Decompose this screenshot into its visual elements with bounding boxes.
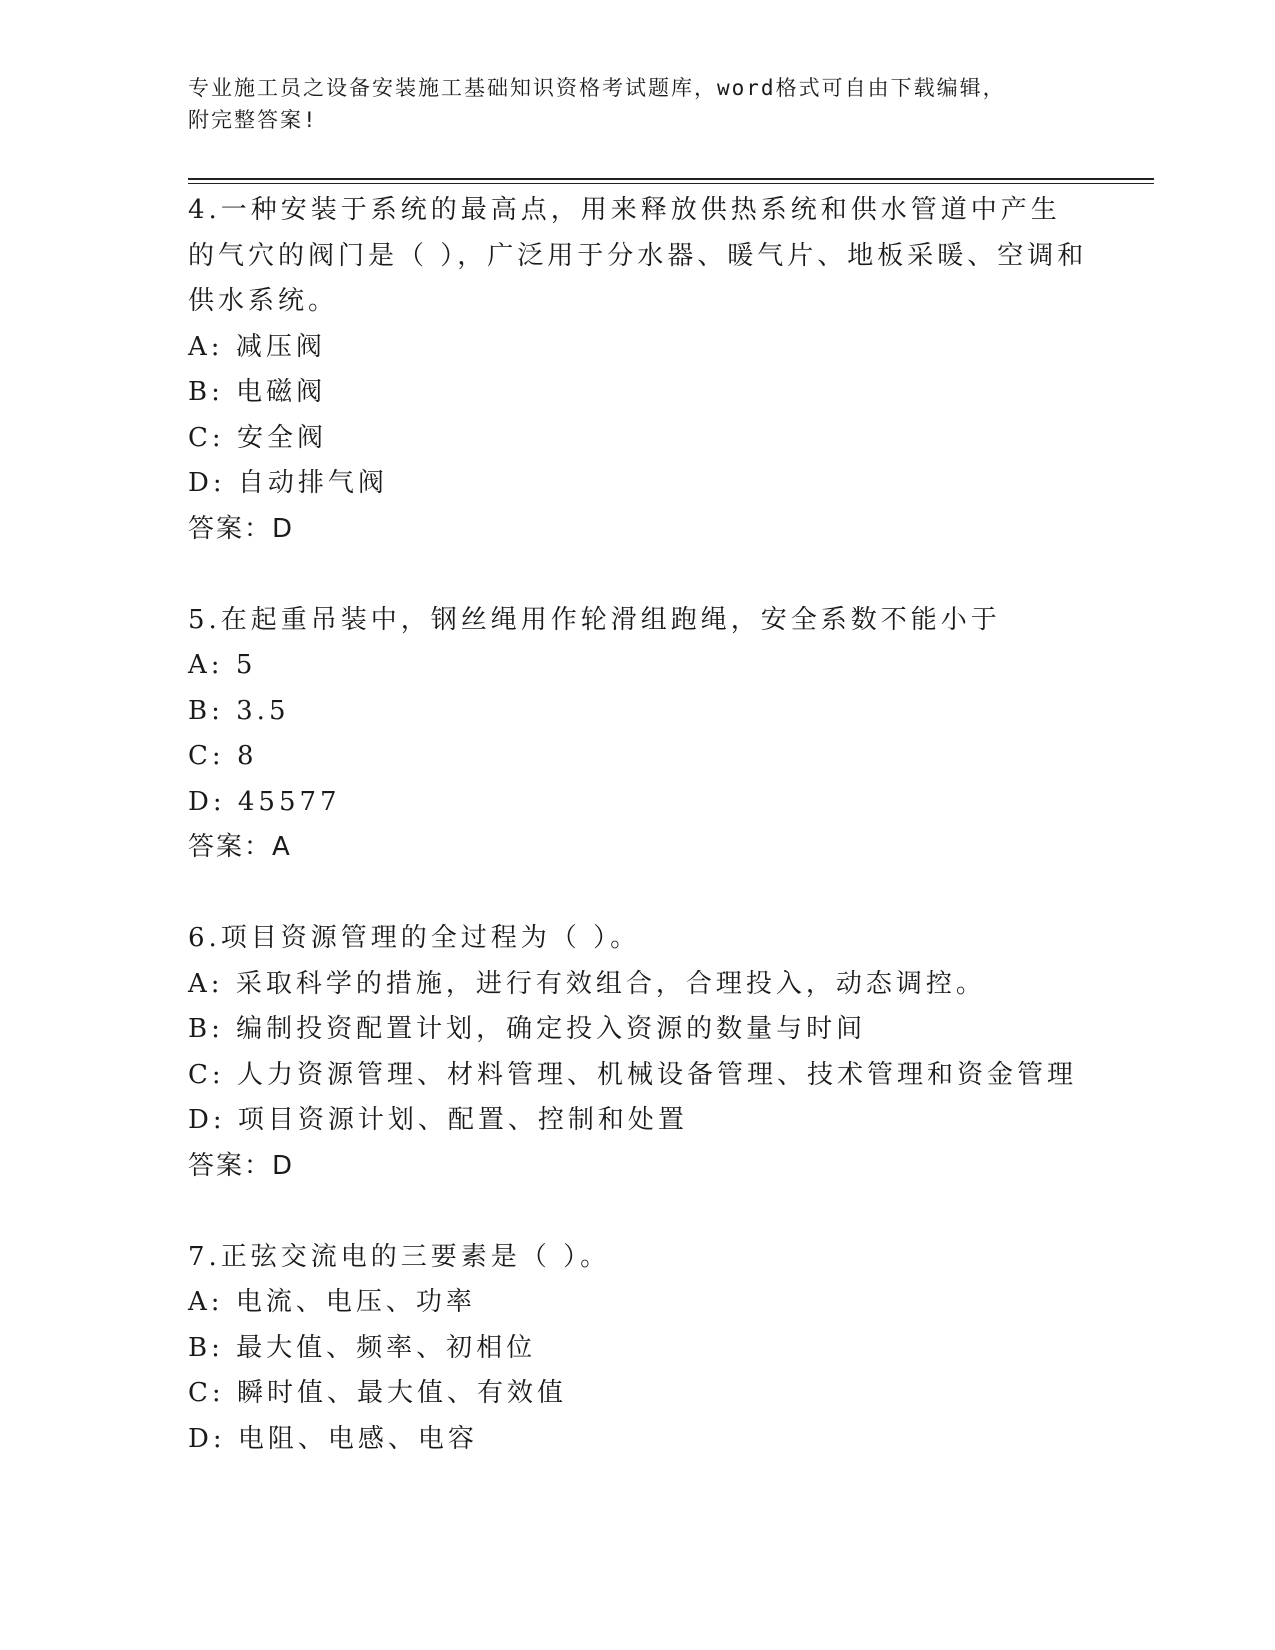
option-text: 编制投资配置计划，确定投入资源的数量与时间 [236,1014,867,1044]
question-block [188,916,1088,1189]
option-c [188,416,1088,462]
question-stem: 5.在起重吊装中，钢丝绳用作轮滑组跑绳，安全系数不能小于 [188,604,1001,635]
option-separator: : [210,968,236,999]
option-text: 45577 [237,786,341,817]
option-b [188,1326,1088,1372]
option-text: 瞬时值、最大值、有效值 [236,1378,567,1408]
option-separator: : [210,1287,236,1317]
option-separator: : [212,1105,238,1135]
option-separator: : [212,468,238,498]
option-a [188,643,1088,689]
option-separator: : [211,695,237,726]
option-c [188,1053,1088,1099]
question-block [188,1235,1088,1463]
document-header [188,72,1088,136]
option-text: 电阻、电感、电容 [237,1423,478,1454]
header-line-2: 附完整答案! [188,108,318,132]
option-a [188,1280,1088,1326]
option-text: 电磁阀 [236,377,327,407]
option-separator: : [211,741,237,771]
option-text: 采取科学的措施，进行有效组合，合理投入，动态调控。 [235,968,986,999]
question-block [188,188,1088,552]
option-separator: : [211,1059,237,1090]
option-d [188,1098,1088,1144]
option-c [188,1371,1088,1417]
option-text: 自动排气阀 [237,468,388,498]
option-b [188,370,1088,416]
option-b [188,689,1088,735]
option-separator: : [211,422,237,453]
option-b [188,1007,1088,1053]
option-key: B [188,695,212,726]
question-stem: 7.正弦交流电的三要素是（ ）。 [188,1241,611,1272]
option-d [188,780,1088,826]
option-key: C [188,1378,212,1408]
option-separator: : [210,331,236,362]
option-text: 5 [235,650,257,680]
header-divider-thick [188,178,1154,180]
option-key: B [188,1332,212,1363]
option-key: A [188,1287,211,1317]
option-text: 安全阀 [236,422,327,453]
option-separator: : [212,1423,238,1454]
option-key: D [188,786,213,817]
question-stem: 4.一种安装于系统的最高点，用来释放供热系统和供水管道中产生的气穴的阀门是（ ），广泛用于分水器、暖气片、地板采暖、空调和供水系统。 [188,195,1088,316]
option-key: A [188,650,211,680]
option-text: 项目资源计划、配置、控制和处置 [237,1105,688,1135]
question-stem: 6.项目资源管理的全过程为（ ）。 [188,923,641,953]
option-key: C [188,1059,212,1090]
option-separator: : [210,650,236,680]
option-c [188,734,1088,780]
option-a [188,962,1088,1008]
option-key: A [188,331,211,362]
option-key: D [188,1105,213,1135]
option-a [188,325,1088,371]
header-line-1: 专业施工员之设备安装施工基础知识资格考试题库，word格式可自由下载编辑， [188,76,1006,100]
option-text: 减压阀 [235,331,326,362]
option-d [188,461,1088,507]
option-separator: : [212,786,238,817]
option-key: D [188,1423,213,1454]
option-key: B [188,377,212,407]
option-key: D [188,468,213,498]
option-key: A [188,968,211,999]
question-spacer [188,871,1088,917]
answer-line: 答案：D [188,1150,295,1181]
option-separator: : [211,377,237,407]
option-separator: : [211,1014,237,1044]
option-key: B [188,1014,212,1044]
header-divider-thin [188,183,1154,184]
option-text: 8 [236,741,258,771]
option-text: 人力资源管理、材料管理、机械设备管理、技术管理和资金管理 [236,1059,1077,1090]
option-d [188,1417,1088,1463]
question-list [188,188,1088,1462]
answer-line: 答案：D [188,513,295,544]
option-text: 最大值、频率、初相位 [236,1332,537,1363]
option-key: C [188,741,212,771]
option-text: 电流、电压、功率 [235,1287,476,1317]
question-block [188,598,1088,871]
question-spacer [188,552,1088,598]
option-key: C [188,422,212,453]
option-separator: : [211,1378,237,1408]
answer-line: 答案：A [188,832,292,862]
question-spacer [188,1189,1088,1235]
option-text: 3.5 [236,695,290,726]
option-separator: : [211,1332,237,1363]
